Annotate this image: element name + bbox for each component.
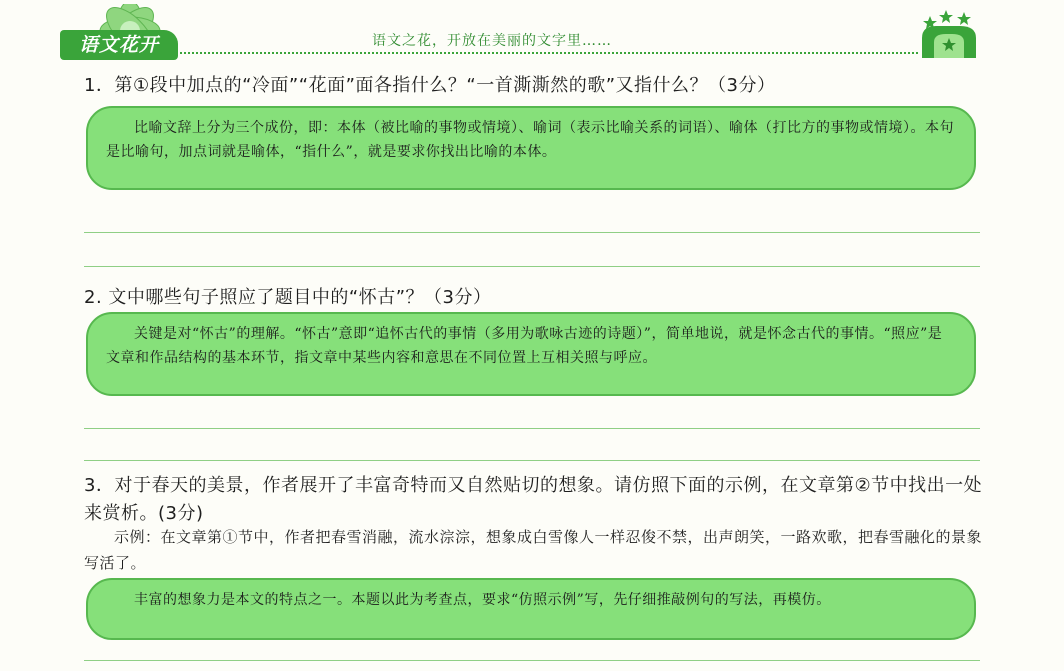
question-1: 1．第①段中加点的“冷面”“花面”面各指什么？“一首澌澌然的歌”又指什么？（3分） (84, 75, 776, 96)
brand-label: 语文花开 (60, 30, 178, 60)
question-3: 3．对于春天的美景，作者展开了丰富奇特而又自然贴切的想象。请仿照下面的示例，在文章第②节中找出一处来赏析。(3分) (84, 475, 983, 524)
answer-box-1: 比喻文辞上分为三个成份，即：本体（被比喻的事物或情境）、喻词（表示比喻关系的词语）、喻体（打比方的事物或情境）。本句是比喻句，加点词就是喻体，“指什么”，就是要求你找出比喻的本体。 (86, 106, 976, 190)
answer-box-3: 丰富的想象力是本文的特点之一。本题以此为考查点，要求“仿照示例”写，先仔细推敲例句的写法，再模仿。 (86, 578, 976, 640)
example-text: 示例：在文章第①节中，作者把春雪消融，流水淙淙，想象成白雪像人一样忍俊不禁，出声朗笑，一路欢歌，把春雪融化的景象写活了。 (84, 528, 983, 572)
header-divider (180, 52, 918, 54)
answer-box-2: 关键是对“怀古”的理解。“怀古”意即“追怀古代的事情（多用为歌咏古迹的诗题）”，简单地说，就是怀念古代的事情。“照应”是文章和作品结构的基本环节，指文章中某些内容和意思在不同位置上互相关照与呼应。 (86, 312, 976, 396)
answer-line (84, 660, 980, 661)
answer-line (84, 460, 980, 461)
house-star-icon (916, 8, 984, 60)
answer-line (84, 266, 980, 267)
question-2: 2. 文中哪些句子照应了题目中的“怀古”？（3分） (84, 287, 492, 308)
header-slogan: 语文之花，开放在美丽的文字里…… (372, 33, 612, 49)
answer-line (84, 428, 980, 429)
answer-line (84, 232, 980, 233)
page-header (0, 0, 1064, 60)
